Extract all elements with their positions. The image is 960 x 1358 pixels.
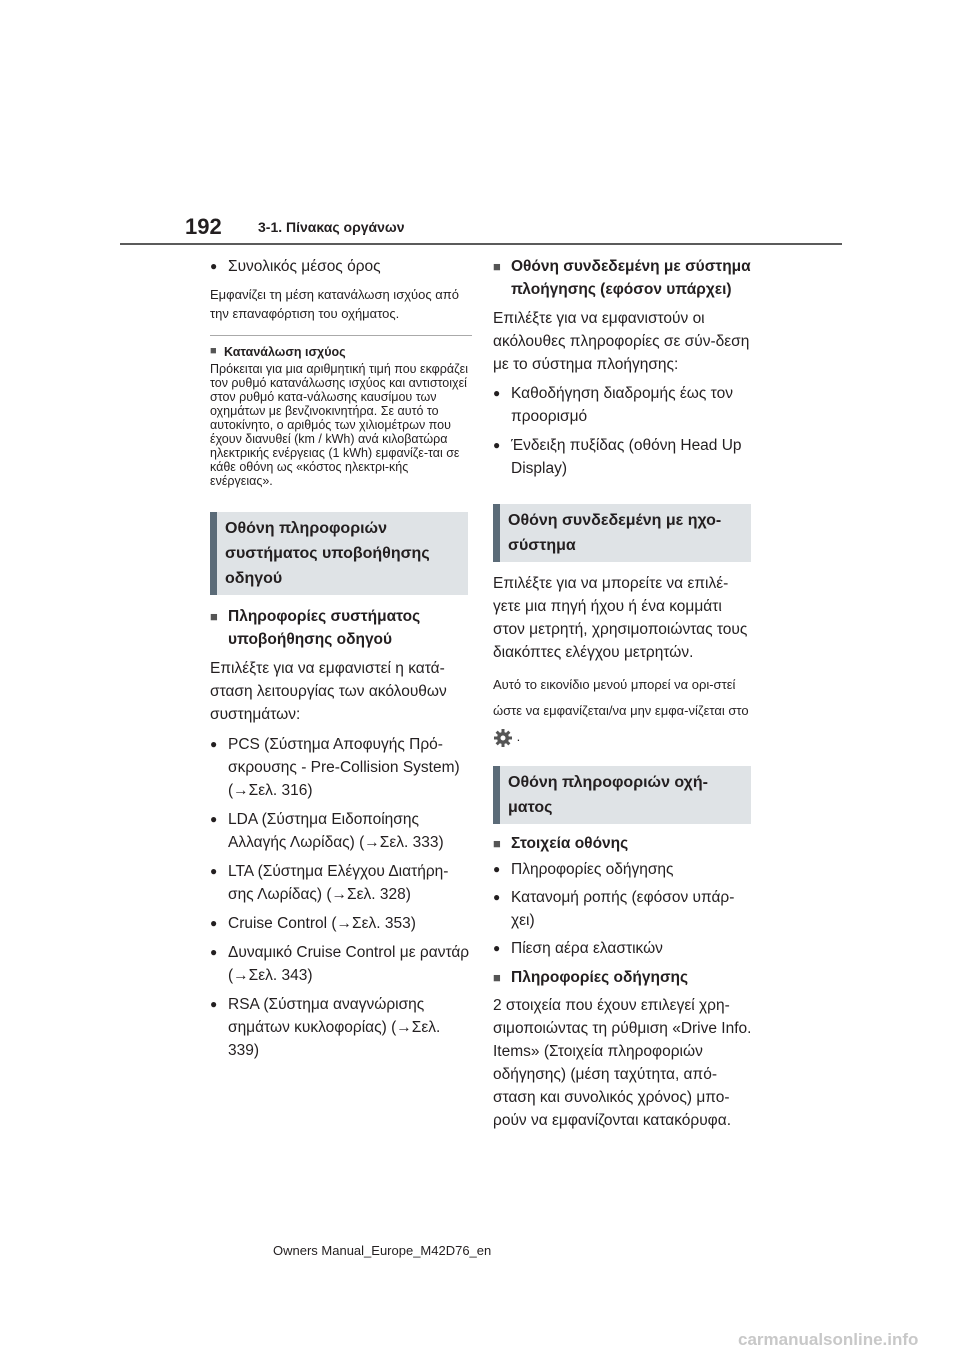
chapter-title: 3-1. Πίνακας οργάνων [258, 219, 405, 235]
list-item: ● Δυναμικό Cruise Control με ραντάρ (→Σελ. 343) [210, 941, 472, 987]
section-driver-assist: Οθόνη πληροφοριών συστήματος υποβοήθησης οδηγού [210, 512, 468, 595]
section-audio: Οθόνη συνδεδεμένη με ηχο-σύστημα [493, 504, 751, 562]
right-column [493, 255, 755, 1132]
list-item: ● Πληροφορίες οδήγησης [493, 858, 755, 881]
list-item: ● Πίεση αέρα ελαστικών [493, 937, 755, 960]
audio-note-text: Αυτό το εικονίδιο μενού μπορεί να ορι-στεί ώστε να εμφανίζεται/να μην εμφα-νίζεται στο [493, 677, 749, 718]
list-item: ● Καθοδήγηση διαδρομής έως τον προορισμό [493, 382, 755, 428]
driver-assist-description: Επιλέξτε για να εμφανιστεί η κατά-σταση λειτουργίας των ακόλουθων συστημάτων: [210, 660, 447, 723]
average-description: Εμφανίζει τη μέση κατανάλωση ισχύος από την επαναφόρτιση του οχήματος. [210, 287, 459, 321]
subheading-navigation: ■ Οθόνη συνδεδεμένη με σύστημα πλοήγησης (εφόσον υπάρχει) [493, 255, 755, 301]
bullet-average: ● Συνολικός μέσος όρος [210, 255, 472, 278]
watermark: carmanualsonline.info [738, 1330, 919, 1349]
list-item: ● RSA (Σύστημα αναγνώρισης σημάτων κυκλοφορίας) (→Σελ. 339) [210, 993, 472, 1062]
list-item: ● LDA (Σύστημα Ειδοποίησης Αλλαγής Λωρίδας) (→Σελ. 333) [210, 808, 472, 854]
list-item: ● Κατανομή ροπής (εφόσον υπάρ-χει) [493, 886, 755, 932]
header-rule [120, 243, 842, 245]
list-item: ● Cruise Control (→Σελ. 353) [210, 912, 472, 935]
audio-description: Επιλέξτε για να μπορείτε να επιλέ-γετε μια πηγή ήχου ή ένα κομμάτι στον μετρητή, χρησιμοποιώντας τους διακόπτες ελέγχου μετρητών. [493, 575, 748, 661]
note-divider [210, 335, 472, 336]
gear-icon [493, 728, 513, 748]
drive-info-description: 2 στοιχεία που έχουν επιλεγεί χρη-σιμοποιώντας τη ρύθμιση «Drive Info. Items» (Στοιχεία πληροφοριών οδήγησης) (μέση ταχύτητα, από-σταση και συνολικός χρόνος) μπο-ρούν να εμφανίζονται κατακόρυφα. [493, 997, 752, 1129]
subheading-driver-assist: ■ Πληροφορίες συστήματος υποβοήθησης οδηγού [210, 605, 472, 651]
note-title: ■ Κατανάλωση ισχύος [210, 344, 472, 360]
audio-note [493, 672, 755, 750]
list-item: ● LTA (Σύστημα Ελέγχου Διατήρη-σης Λωρίδας) (→Σελ. 328) [210, 860, 472, 906]
note-text: Πρόκειται για μια αριθμητική τιμή που εκφράζει τον ρυθμό κατανάλωσης ισχύος και αντιστοιχεί στον ρυθμό κατα-νάλωσης καυσίμου των οχημάτων με βενζινοκινητήρα. Σε αυτό το αυτοκίνητο, ο αριθμός των χιλιομέτρων που έχουν διανυθεί (km / kWh) ανά κιλοβατώρα ηλεκτρικής ενέργειας (1 kWh) εμφανίζε-ται σε κάθε οθόνη ως «κόστος ηλεκτρι-κής ενέργειας». [210, 362, 468, 488]
audio-note-end: . [516, 729, 521, 744]
navigation-description: Επιλέξτε για να εμφανιστούν οι ακόλουθες πληροφορίες σε σύν-δεση με το σύστημα πλοήγησης: [493, 310, 750, 373]
list-item: ● PCS (Σύστημα Αποφυγής Πρό-σκρουσης - Pre-Collision System) (→Σελ. 316) [210, 733, 472, 802]
footer-text: Owners Manual_Europe_M42D76_en [273, 1243, 492, 1258]
section-vehicle-info: Οθόνη πληροφοριών οχή-ματος [493, 766, 751, 824]
list-item: ● Ένδειξη πυξίδας (οθόνη Head Up Display) [493, 434, 755, 480]
subheading-display-items: ■ Στοιχεία οθόνης [493, 832, 755, 855]
left-column [210, 255, 472, 1062]
page-number: 192 [185, 214, 222, 239]
subheading-drive-info: ■ Πληροφορίες οδήγησης [493, 966, 755, 989]
